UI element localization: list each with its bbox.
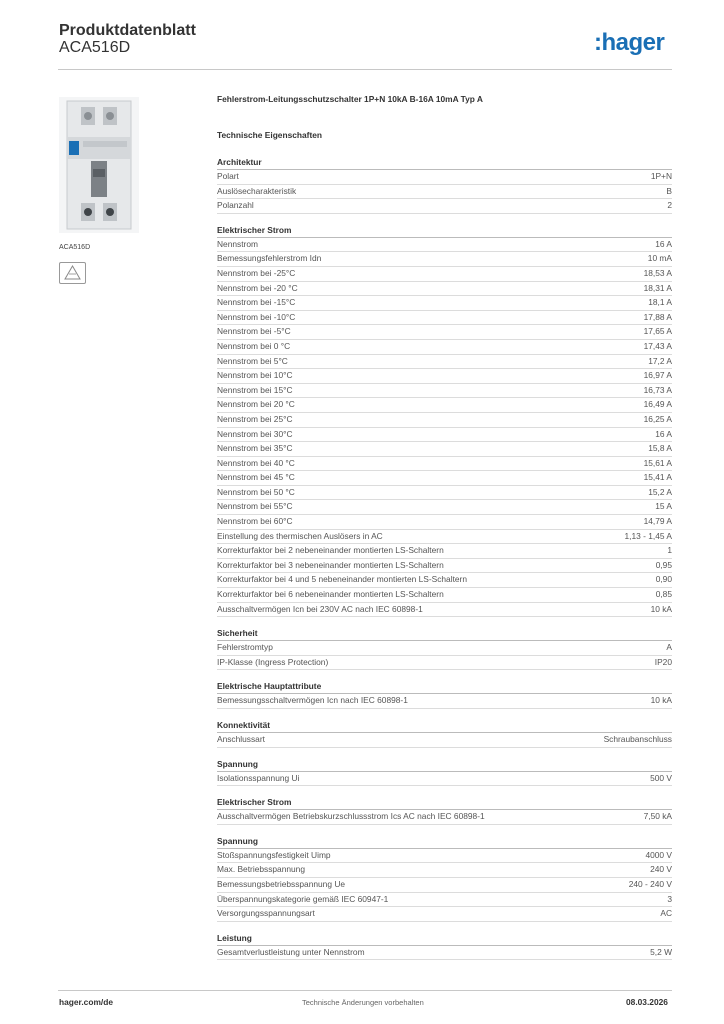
- spec-label: Nennstrom bei 40 °C: [217, 457, 295, 468]
- spec-row: [217, 355, 672, 370]
- spec-label: Isolationsspannung Ui: [217, 772, 300, 783]
- spec-value: 16,25 A: [643, 413, 672, 424]
- spec-row: [217, 559, 672, 574]
- spec-row: [217, 340, 672, 355]
- spec-row: [217, 252, 672, 267]
- spec-value: 15,41 A: [643, 472, 672, 483]
- page-title: Produktdatenblatt: [59, 22, 196, 39]
- spec-row: [217, 398, 672, 413]
- spec-label: Nennstrom bei -25°C: [217, 267, 296, 278]
- spec-row: [217, 185, 672, 200]
- section-gap: [217, 922, 672, 932]
- spec-row: [217, 325, 672, 340]
- spec-row: [217, 772, 672, 787]
- spec-value: 15 A: [655, 501, 672, 512]
- spec-value: Schraubanschluss: [603, 734, 672, 744]
- spec-label: Bemessungsfehlerstrom Idn: [217, 253, 322, 264]
- spec-value: 17,43 A: [643, 340, 672, 351]
- spec-label: Einstellung des thermischen Auslösers in AC: [217, 530, 383, 541]
- spec-row: [217, 413, 672, 428]
- spec-label: Ausschaltvermögen Icn bei 230V AC nach IEC 60898-1: [217, 603, 423, 614]
- spec-label: Korrekturfaktor bei 3 nebeneinander montierten LS-Schaltern: [217, 559, 444, 570]
- spec-value: 16 A: [655, 238, 672, 249]
- spec-label: Nennstrom bei 15°C: [217, 384, 293, 395]
- spec-section-title: Konnektivität: [217, 719, 672, 733]
- spec-label: Nennstrom bei -15°C: [217, 297, 296, 308]
- spec-value: 16,73 A: [643, 384, 672, 395]
- spec-label: Nennstrom bei -20 °C: [217, 282, 298, 293]
- section-gap: [217, 670, 672, 680]
- spec-row: [217, 907, 672, 922]
- spec-label: Korrekturfaktor bei 2 nebeneinander montierten LS-Schaltern: [217, 545, 444, 556]
- spec-label: Nennstrom bei 20 °C: [217, 399, 295, 410]
- spec-label: Nennstrom bei 45 °C: [217, 472, 295, 483]
- spec-value: 17,88 A: [643, 311, 672, 322]
- spec-label: Polart: [217, 171, 239, 181]
- spec-label: Bemessungsbetriebsspannung Ue: [217, 878, 346, 889]
- spec-label: Nennstrom bei 50 °C: [217, 486, 295, 497]
- product-code: ACA516D: [59, 39, 131, 56]
- spec-value: 15,2 A: [648, 486, 672, 497]
- spec-row: [217, 457, 672, 472]
- spec-value: 500 V: [650, 772, 672, 783]
- section-gap: [217, 709, 672, 719]
- spec-value: 0,85: [655, 589, 672, 600]
- spec-row: [217, 442, 672, 457]
- spec-row: [217, 946, 672, 961]
- spec-section-title: Sicherheit: [217, 627, 672, 641]
- spec-value: 1,13 - 1,45 A: [624, 530, 672, 541]
- spec-value: 2: [667, 200, 672, 211]
- spec-value: 10 mA: [647, 253, 672, 264]
- spec-label: Max. Betriebsspannung: [217, 864, 305, 875]
- section-gap: [217, 786, 672, 796]
- spec-label: Nennstrom bei 25°C: [217, 413, 293, 424]
- section-gap: [217, 748, 672, 758]
- spec-row: [217, 311, 672, 326]
- spec-value: 240 - 240 V: [628, 878, 672, 889]
- spec-value: 1P+N: [650, 171, 672, 181]
- spec-row: [217, 588, 672, 603]
- spec-label: Auslösecharakteristik: [217, 185, 297, 196]
- spec-value: 7,50 kA: [643, 811, 672, 822]
- spec-row: [217, 296, 672, 311]
- spec-label: Überspannungskategorie gemäß IEC 60947-1: [217, 893, 389, 904]
- spec-value: B: [666, 185, 672, 196]
- spec-value: AC: [660, 908, 672, 919]
- spec-section-title: Leistung: [217, 932, 672, 946]
- spec-label: Fehlerstromtyp: [217, 642, 273, 653]
- spec-row: [217, 238, 672, 253]
- spec-row: [217, 544, 672, 559]
- spec-value: 16 A: [655, 428, 672, 439]
- spec-value: 240 V: [650, 864, 672, 875]
- spec-label: Nennstrom bei 55°C: [217, 501, 293, 512]
- spec-value: 18,31 A: [643, 282, 672, 293]
- spec-label: Nennstrom bei 60°C: [217, 516, 293, 527]
- spec-label: Nennstrom bei -10°C: [217, 311, 296, 322]
- spec-value: 3: [667, 893, 672, 904]
- certification-icon: [59, 262, 86, 284]
- spec-row: [217, 603, 672, 618]
- product-image: [59, 97, 139, 233]
- spec-row: [217, 573, 672, 588]
- spec-value: 4000 V: [645, 849, 672, 860]
- spec-sections: [217, 156, 672, 960]
- spec-label: Korrekturfaktor bei 4 und 5 nebeneinander montierten LS-Schaltern: [217, 574, 468, 585]
- footer-date: 08.03.2026: [626, 997, 668, 1007]
- spec-row: [217, 282, 672, 297]
- spec-row: [217, 384, 672, 399]
- spec-value: 18,1 A: [648, 297, 672, 308]
- spec-row: [217, 810, 672, 825]
- spec-label: Anschlussart: [217, 734, 265, 744]
- spec-value: 5,2 W: [650, 946, 672, 957]
- spec-label: Nennstrom bei 10°C: [217, 370, 293, 381]
- spec-value: 0,95: [655, 559, 672, 570]
- spec-value: 10 kA: [650, 603, 672, 614]
- spec-label: Nennstrom bei 5°C: [217, 355, 288, 366]
- spec-row: [217, 530, 672, 545]
- footer-website-link[interactable]: hager.com/de: [59, 997, 113, 1007]
- spec-label: Nennstrom bei 35°C: [217, 443, 293, 454]
- spec-label: Stoßspannungsfestigkeit Uimp: [217, 849, 331, 860]
- spec-row: [217, 500, 672, 515]
- spec-section-title: Elektrischer Strom: [217, 224, 672, 238]
- spec-label: Bemessungsschaltvermögen Icn nach IEC 60898-1: [217, 695, 408, 706]
- spec-section-title: Spannung: [217, 835, 672, 849]
- spec-value: 16,49 A: [643, 399, 672, 410]
- spec-label: IP-Klasse (Ingress Protection): [217, 656, 329, 667]
- spec-row: [217, 428, 672, 443]
- footer-divider: [58, 990, 672, 991]
- spec-row: [217, 849, 672, 864]
- spec-row: [217, 878, 672, 893]
- logo-text: hager: [601, 29, 665, 56]
- spec-value: 15,61 A: [643, 457, 672, 468]
- spec-label: Nennstrom bei 30°C: [217, 428, 293, 439]
- footer-disclaimer: Technische Änderungen vorbehalten: [302, 998, 424, 1007]
- spec-row: [217, 656, 672, 671]
- spec-section-title: Elektrische Hauptattribute: [217, 680, 672, 694]
- spec-value: 15,8 A: [648, 443, 672, 454]
- spec-label: Polanzahl: [217, 200, 254, 211]
- section-gap: [217, 214, 672, 224]
- spec-value: 0,90: [655, 574, 672, 585]
- spec-row: [217, 694, 672, 709]
- spec-label: Nennstrom bei 0 °C: [217, 340, 291, 351]
- spec-row: [217, 863, 672, 878]
- spec-value: 10 kA: [650, 695, 672, 706]
- spec-row: [217, 486, 672, 501]
- spec-value: 16,97 A: [643, 370, 672, 381]
- image-caption: ACA516D: [59, 244, 91, 251]
- product-description: Fehlerstrom-Leitungsschutzschalter 1P+N 10kA B-16A 10mA Typ A: [217, 94, 483, 104]
- spec-row: [217, 170, 672, 185]
- spec-row: [217, 267, 672, 282]
- spec-value: A: [666, 642, 672, 653]
- spec-label: Versorgungsspannungsart: [217, 908, 315, 919]
- spec-label: Nennstrom bei -5°C: [217, 326, 291, 337]
- hager-logo: :hager: [594, 29, 665, 56]
- spec-row: [217, 733, 672, 748]
- spec-row: [217, 515, 672, 530]
- spec-table: [217, 94, 672, 960]
- spec-section-title: Architektur: [217, 156, 672, 170]
- spec-value: 18,53 A: [643, 267, 672, 278]
- spec-row: [217, 893, 672, 908]
- spec-row: [217, 471, 672, 486]
- header-divider: [58, 69, 672, 70]
- spec-label: Korrekturfaktor bei 6 nebeneinander montierten LS-Schaltern: [217, 589, 444, 600]
- spec-row: [217, 199, 672, 214]
- spec-value: 1: [667, 545, 672, 556]
- spec-label: Ausschaltvermögen Betriebskurzschlussstrom Ics AC nach IEC 60898-1: [217, 811, 485, 822]
- spec-value: 17,65 A: [643, 326, 672, 337]
- spec-value: IP20: [654, 656, 672, 667]
- spec-label: Nennstrom: [217, 238, 258, 249]
- section-heading: Technische Eigenschaften: [217, 130, 323, 140]
- spec-label: Gesamtverlustleistung unter Nennstrom: [217, 946, 365, 957]
- spec-row: [217, 369, 672, 384]
- spec-section-title: Elektrischer Strom: [217, 796, 672, 810]
- section-gap: [217, 617, 672, 627]
- spec-value: 14,79 A: [643, 516, 672, 527]
- section-gap: [217, 825, 672, 835]
- spec-value: 17,2 A: [648, 355, 672, 366]
- spec-section-title: Spannung: [217, 758, 672, 772]
- spec-row: [217, 641, 672, 656]
